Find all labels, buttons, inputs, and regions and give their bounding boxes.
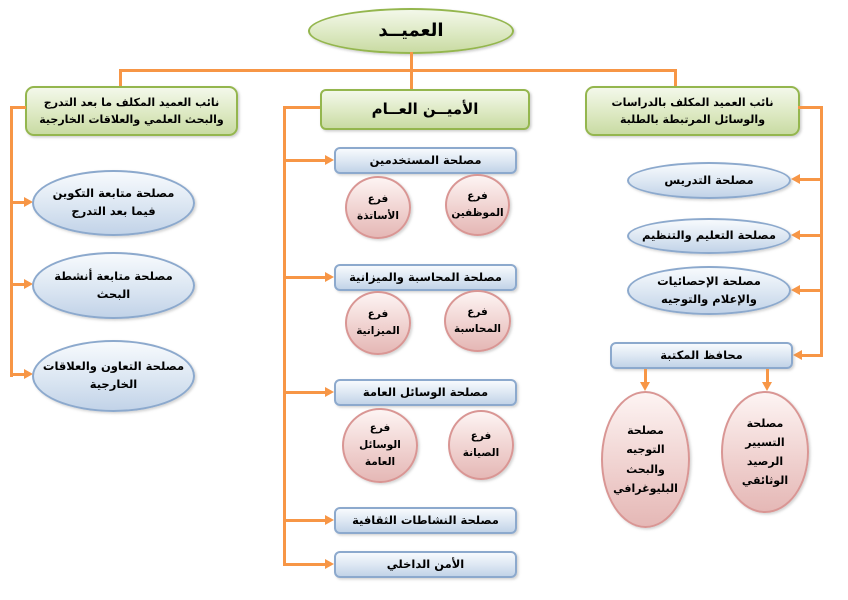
connector-line xyxy=(410,69,413,91)
connector-line xyxy=(119,69,677,72)
connector-line xyxy=(283,106,320,109)
internal-security-node: الأمن الداخلي xyxy=(334,551,517,578)
connector-line xyxy=(283,563,326,566)
dept-cooperation-external-relations-node: مصلحة التعاون والعلاقات الخارجية xyxy=(32,340,195,412)
dept-guidance-bibliographic-research-node: مصلحة التوجيه والبحث البليوغرافي xyxy=(601,391,690,528)
dept-education-organization-node: مصلحة التعليم والتنظيم xyxy=(627,218,791,254)
connector-line xyxy=(10,373,25,376)
connector-arrow xyxy=(791,285,800,295)
connector-line xyxy=(766,369,769,383)
secretary-general-node: الأميــن العــام xyxy=(320,89,530,130)
connector-line xyxy=(800,234,823,237)
connector-arrow xyxy=(791,174,800,184)
connector-line xyxy=(283,276,326,279)
vice-dean-postgrad-node: نائب العميد المكلف ما بعد التدرج والبحث العلمي والعلاقات الخارجية xyxy=(25,86,238,136)
connector-arrow xyxy=(325,559,334,569)
connector-line xyxy=(10,283,25,286)
branch-accounting-node: فرع المحاسبة xyxy=(444,290,511,352)
connector-arrow xyxy=(325,515,334,525)
dept-general-means-node: مصلحة الوسائل العامة xyxy=(334,379,517,406)
branch-budget-node: فرع الميزانية xyxy=(345,291,411,355)
connector-arrow xyxy=(325,272,334,282)
branch-employees-node: فرع الموظفين xyxy=(445,174,510,236)
connector-line xyxy=(10,201,25,204)
connector-line xyxy=(800,178,823,181)
connector-arrow xyxy=(325,387,334,397)
dean-node: العميــد xyxy=(308,8,514,54)
connector-arrow xyxy=(793,350,802,360)
connector-line xyxy=(802,354,823,357)
connector-line xyxy=(283,106,286,566)
dept-teaching-node: مصلحة التدريس xyxy=(627,162,791,199)
dept-personnel-node: مصلحة المستخدمين xyxy=(334,147,517,174)
connector-arrow xyxy=(791,230,800,240)
connector-arrow xyxy=(640,382,650,391)
library-curator-node: محافظ المكتبة xyxy=(610,342,793,369)
connector-line xyxy=(820,106,823,357)
dept-research-activities-node: مصلحة متابعة أنشطة البحث xyxy=(32,252,195,319)
dept-documentary-holdings-management-node: مصلحة التسيير الرصيد الوثائقي xyxy=(721,391,809,513)
connector-arrow xyxy=(325,155,334,165)
connector-line xyxy=(644,369,647,383)
connector-line xyxy=(10,106,13,377)
dept-postgrad-training-node: مصلحة متابعة التكوين فيما بعد التدرج xyxy=(32,170,195,236)
vice-dean-studies-node: نائب العميد المكلف بالدراسات والوسائل المرتبطة بالطلبة xyxy=(585,86,800,136)
connector-line xyxy=(283,391,326,394)
dept-accounting-budget-node: مصلحة المحاسبة والميزانية xyxy=(334,264,517,291)
branch-general-means-node: فرع الوسائل العامة xyxy=(342,408,418,483)
branch-professors-node: فرع الأساتذة xyxy=(345,176,411,239)
branch-maintenance-node: فرع الصيانة xyxy=(448,410,514,480)
connector-line xyxy=(283,159,326,162)
dept-statistics-information-guidance-node: مصلحة الإحصائيات والإعلام والتوجيه xyxy=(627,266,791,315)
dept-cultural-activities-node: مصلحة النشاطات الثقافية xyxy=(334,507,517,534)
connector-arrow xyxy=(762,382,772,391)
connector-line xyxy=(410,52,413,70)
connector-line xyxy=(800,289,823,292)
connector-line xyxy=(283,519,326,522)
